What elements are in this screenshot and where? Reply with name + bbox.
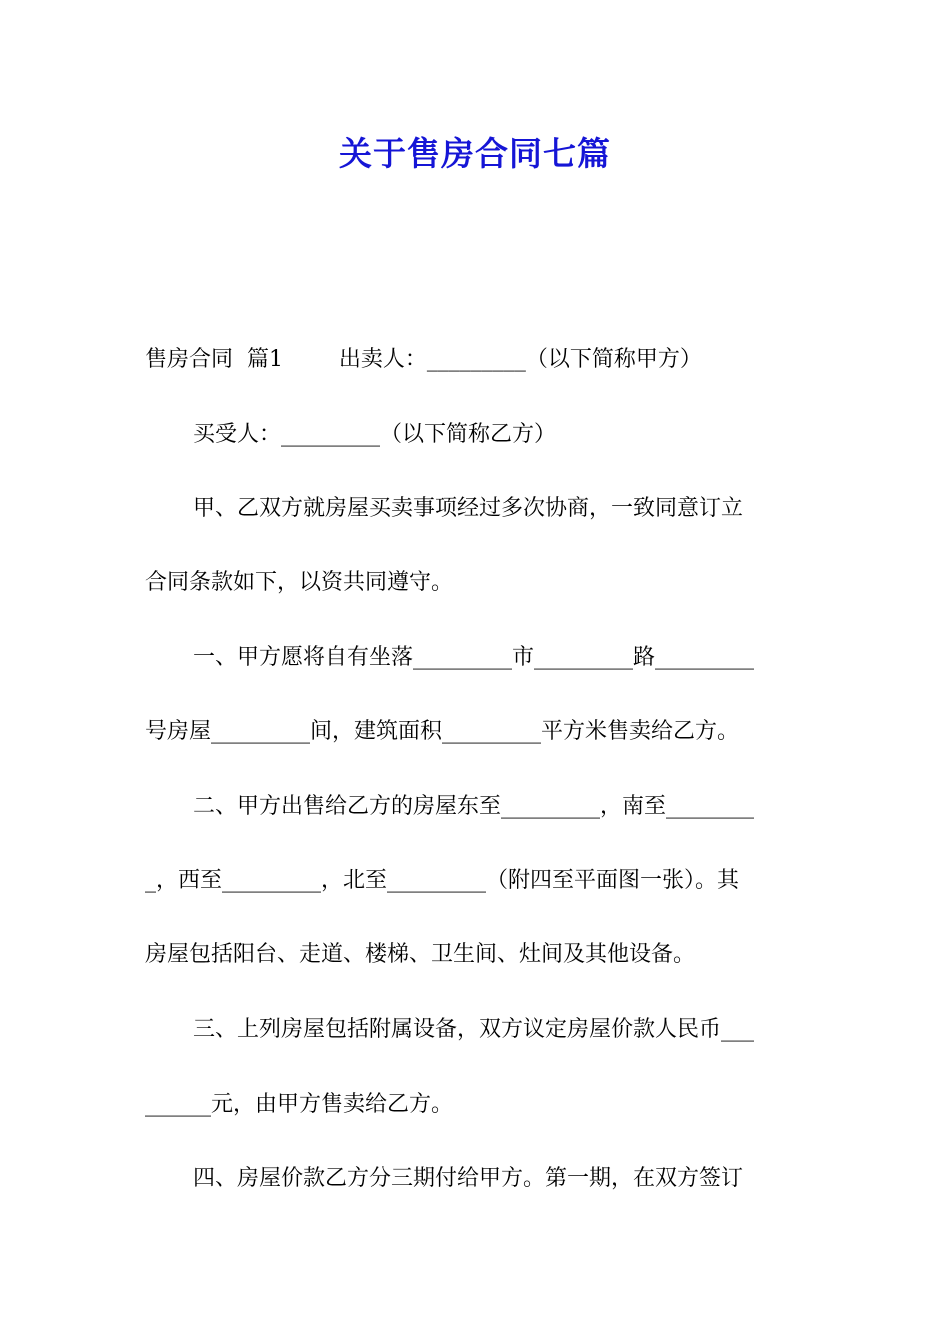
- line-clause-3b: ______元，由甲方售卖给乙方。: [145, 1092, 454, 1117]
- line-clause-4a: 四、房屋价款乙方分三期付给甲方。第一期，在双方签订: [193, 1166, 744, 1191]
- line-clause-2b: _，西至_________，北至_________（附四至平面图一张）。其: [145, 868, 740, 893]
- line-clause-2c: 房屋包括阳台、走道、楼梯、卫生间、灶间及其他设备。: [145, 942, 696, 967]
- document-title: 关于售房合同七篇: [339, 134, 611, 173]
- line-clause-1a: 一、甲方愿将自有坐落_________市_________路_________: [193, 645, 755, 670]
- line-clause-3a: 三、上列房屋包括附属设备，双方议定房屋价款人民币___: [193, 1017, 755, 1042]
- line-buyer: 买受人：_________（以下简称乙方）: [193, 422, 557, 447]
- line-preamble-1: 甲、乙双方就房屋买卖事项经过多次协商，一致同意订立: [193, 496, 744, 521]
- line-header-seller: 售房合同 篇1 出卖人：_________（以下简称甲方）: [145, 347, 702, 372]
- line-preamble-2: 合同条款如下，以资共同遵守。: [145, 570, 454, 595]
- line-clause-1b: 号房屋_________间，建筑面积_________平方米售卖给乙方。: [145, 719, 740, 744]
- line-clause-2a: 二、甲方出售给乙方的房屋东至_________，南至________: [193, 794, 755, 819]
